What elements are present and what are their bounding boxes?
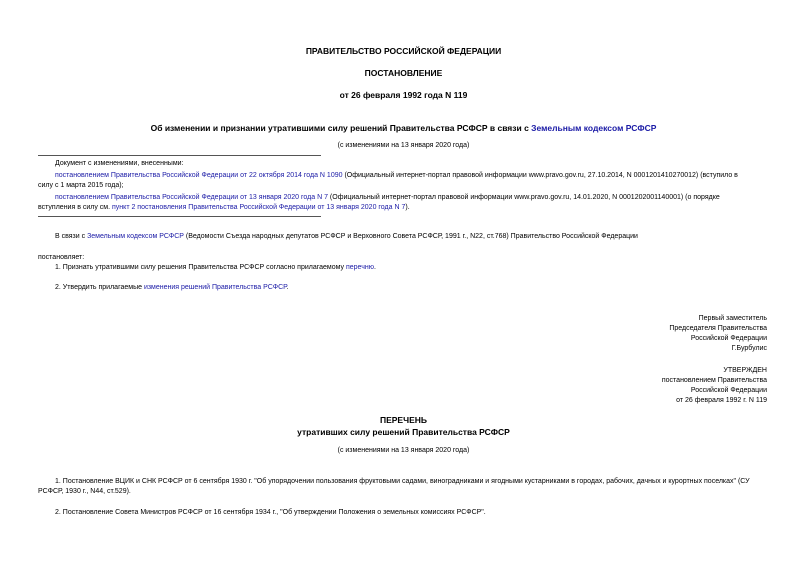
changes-bottom-rule xyxy=(38,216,321,217)
signature-line-3: Российской Федерации xyxy=(690,335,767,342)
revision-note: (с изменениями на 13 января 2020 года) xyxy=(337,142,470,149)
para1-suffix: (Ведомости Съезда народных депутатов РСФСР и Верховного Совета РСФСР, 1991 г., N22, ст.768) Правительство Российской Федерации xyxy=(183,233,638,240)
change-item-2 xyxy=(55,193,795,203)
item2-prefix: 2. Утвердить прилагаемые xyxy=(55,284,144,291)
item1-suffix: . xyxy=(373,264,376,271)
body-item-2 xyxy=(55,283,288,293)
signature-block xyxy=(669,314,767,354)
body-item-1 xyxy=(55,263,376,273)
signature-line-1: Первый заместитель xyxy=(698,315,767,322)
item2-changes-link[interactable]: изменения решений Правительства РСФСР xyxy=(143,284,287,291)
change-item-1 xyxy=(55,171,795,181)
approval-line-4: от 26 февраля 1992 г. N 119 xyxy=(676,397,767,404)
signature-line-2: Председателя Правительства xyxy=(669,325,767,332)
resolves-label: постановляет: xyxy=(38,254,85,261)
para1-prefix: В связи с xyxy=(55,233,88,240)
changes-top-rule xyxy=(38,155,321,156)
list-title: ПЕРЕЧЕНЬ xyxy=(379,415,427,425)
title-text: Об изменении и признании утратившими силу решений Правительства РСФСР в связи с xyxy=(150,123,532,133)
change-item-2-cont xyxy=(38,203,410,213)
title-land-code-link[interactable]: Земельным кодексом РСФСР xyxy=(531,123,657,133)
list-revision-note: (с изменениями на 13 января 2020 года) xyxy=(337,447,470,454)
approval-line-3: Российской Федерации xyxy=(690,387,767,394)
item1-prefix: 1. Признать утратившими силу решения Правительства РСФСР согласно прилагаемому xyxy=(55,264,346,271)
change-2-text: (Официальный интернет-портал правовой информации www.pravo.gov.ru, 14.01.2020, N 0001202001140001) (о порядке xyxy=(327,194,720,201)
body-para-1 xyxy=(55,232,638,242)
list-item-1-cont: РСФСР, 1930 г., N44, ст.529). xyxy=(38,488,131,495)
item1-list-link[interactable]: перечню xyxy=(345,264,374,271)
list-item-2: 2. Постановление Совета Министров РСФСР от 16 сентября 1934 г., "Об утверждении Положения о земельных комиссиях РСФСР". xyxy=(55,509,486,516)
changes-intro: Документ с изменениями, внесенными: xyxy=(55,160,184,167)
signature-line-4: Г.Бурбулис xyxy=(731,345,767,352)
para1-land-code-link[interactable]: Земельным кодексом РСФСР xyxy=(87,233,184,240)
change-2-cont-suffix: ). xyxy=(405,204,410,211)
approval-block xyxy=(662,366,767,406)
change-2-cont-prefix: вступления в силу см. xyxy=(38,204,113,211)
approval-line-2: постановлением Правительства xyxy=(661,377,767,384)
change-1-link[interactable]: постановлением Правительства Российской Федерации от 22 октября 2014 года N 1090 xyxy=(55,172,343,179)
change-2-link[interactable]: постановлением Правительства Российской Федерации от 13 января 2020 года N 7 xyxy=(55,194,328,201)
change-item-1-cont: силу с 1 марта 2015 года); xyxy=(38,182,124,189)
item2-suffix: . xyxy=(286,284,289,291)
approval-line-1: УТВЕРЖДЕН xyxy=(723,367,767,374)
date-number-heading: от 26 февраля 1992 года N 119 xyxy=(339,90,468,100)
list-item-1: 1. Постановление ВЦИК и СНК РСФСР от 6 сентября 1930 г. "Об упорядочении пользования фруктовыми садами, виноградниками и ягодными кустарниками в городах, рабочих, дачных и курортных поселках" (СУ xyxy=(55,478,750,485)
change-2-point-link[interactable]: пункт 2 постановления Правительства Российской Федерации от 13 января 2020 года N 7 xyxy=(112,204,406,211)
doc-type-heading: ПОСТАНОВЛЕНИЕ xyxy=(364,68,443,78)
list-subtitle: утративших силу решений Правительства РСФСР xyxy=(297,427,510,437)
change-1-text: (Официальный интернет-портал правовой информации www.pravo.gov.ru, 27.10.2014, N 0001201410270012) (вступило в xyxy=(342,172,738,179)
authority-heading: ПРАВИТЕЛЬСТВО РОССИЙСКОЙ ФЕДЕРАЦИИ xyxy=(305,46,502,56)
document-title xyxy=(0,123,807,133)
